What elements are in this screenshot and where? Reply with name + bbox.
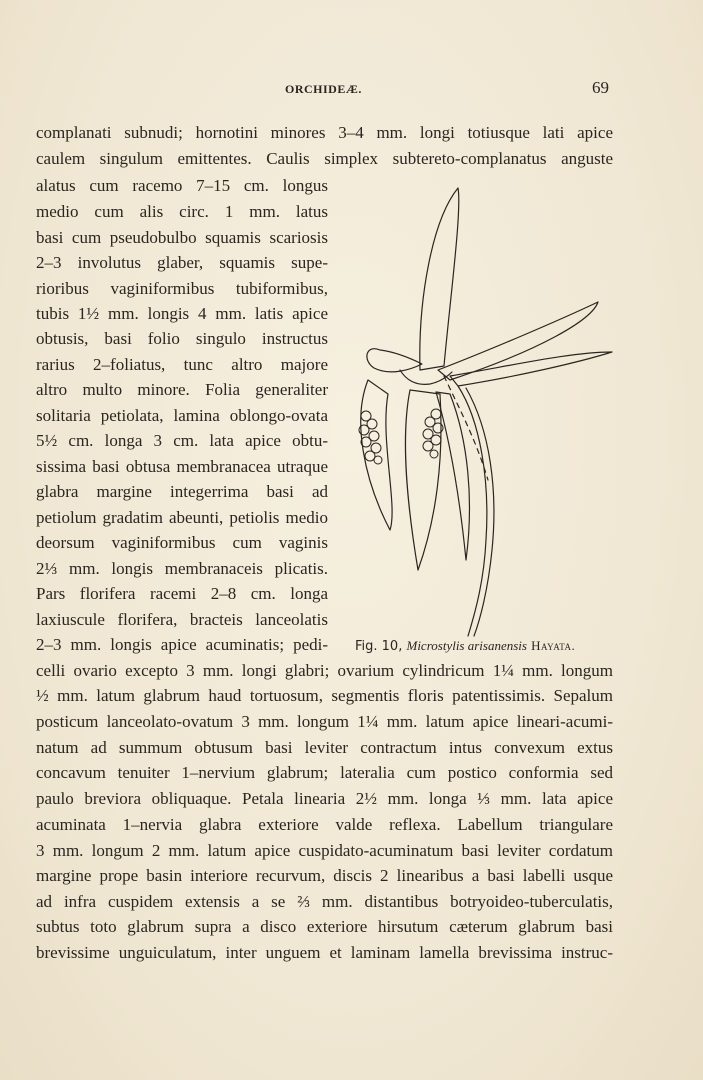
text-line: Pars florifera racemi 2–8 cm. longa <box>36 584 328 603</box>
orchid-illustration <box>340 180 620 640</box>
text-line: concavum tenuiter 1–nervium glabrum; lateralia cum postico conformia sed <box>36 763 613 782</box>
text-line: alatus cum racemo 7–15 cm. longus <box>36 176 328 195</box>
petal-upper-right <box>438 302 598 380</box>
text-line: posticum lanceolato-ovatum 3 mm. longum 1¼ mm. latum apice lineari-acumi- <box>36 712 613 731</box>
running-head <box>0 78 703 100</box>
text-line: tubis 1½ mm. longis 4 mm. latis apice <box>36 304 328 323</box>
text-line: complanati subnudi; hornotini minores 3–4 mm. longi totiusque lati apice <box>36 123 613 142</box>
figure-label: Fig. 10, <box>355 639 403 654</box>
text-line: glabra margine integerrima basi ad <box>36 482 328 501</box>
species-name: Microstylis arisanensis <box>406 638 527 653</box>
section-title: ORCHIDEÆ. <box>285 82 362 96</box>
text-line: margine prope basin interiore recurvum, discis 2 linearibus a basi labelli usque <box>36 866 613 885</box>
midrib <box>444 376 488 480</box>
text-line: brevissime unguiculatum, inter unguem et laminam lamella brevissima instruc- <box>36 943 613 962</box>
text-line: obtusis, basi folio singulo instructus <box>36 329 328 348</box>
text-line: 2⅓ mm. longis membranaceis plicatis. <box>36 559 328 578</box>
text-line: ad infra cuspidem extensis a se ⅔ mm. distantibus botryoideo-tuberculatis, <box>36 892 613 911</box>
text-line: altro multo minore. Folia generaliter <box>36 380 328 399</box>
text-line: paulo breviora obliquaque. Petala linearia 2½ mm. longa ⅓ mm. lata apice <box>36 789 613 808</box>
stem-edge <box>466 388 494 636</box>
text-line: medio cum alis circ. 1 mm. latus <box>36 202 328 221</box>
page-number: 69 <box>592 78 609 97</box>
text-line: solitaria petiolata, lamina oblongo-ovata <box>36 406 328 425</box>
tubercle-cluster-left <box>359 411 382 464</box>
species-author: Hayata. <box>531 638 576 653</box>
text-line: subtus toto glabrum supra a disco exteriore hirsutum cæterum glabrum basi <box>36 917 613 936</box>
text-line: 5½ cm. longa 3 cm. lata apice obtu- <box>36 431 328 450</box>
text-line: 2–3 mm. longis apice acuminatis; pedi- <box>36 635 328 654</box>
labellum <box>405 390 441 570</box>
text-line: laxiuscule florifera, bracteis lanceolatis <box>36 610 328 629</box>
text-line: deorsum vaginiformibus cum vaginis <box>36 533 328 552</box>
text-line: 2–3 involutus glaber, squamis supe- <box>36 253 328 272</box>
dorsal-sepal <box>420 188 459 370</box>
text-line: caulem singulum emittentes. Caulis simplex subtereto-complanatus anguste <box>36 149 613 168</box>
text-line: natum ad summum obtusum basi leviter contractum intus convexum extus <box>36 738 613 757</box>
text-line: rioribus vaginiformibus tubiformibus, <box>36 279 328 298</box>
text-line: rarius 2–foliatus, tunc altro majore <box>36 355 328 374</box>
petal-lower-right <box>450 352 612 386</box>
petal-left <box>367 349 422 372</box>
text-line: basi cum pseudobulbo squamis scariosis <box>36 228 328 247</box>
text-line: ½ mm. latum glabrum haud tortuosum, segmentis floris patentissimis. Sepalum <box>36 686 613 705</box>
text-line: celli ovario excepto 3 mm. longi glabri; ovarium cylindricum 1¼ mm. longum <box>36 661 613 680</box>
text-line: 3 mm. longum 2 mm. latum apice cuspidato-acuminatum basi leviter cordatum <box>36 841 613 860</box>
text-line: sissima basi obtusa membranacea utraque <box>36 457 328 476</box>
text-line: petiolum gradatim abeunti, petiolis medio <box>36 508 328 527</box>
stem <box>458 386 487 636</box>
text-line: acuminata 1–nervia glabra exteriore valde reflexa. Labellum triangulare <box>36 815 613 834</box>
